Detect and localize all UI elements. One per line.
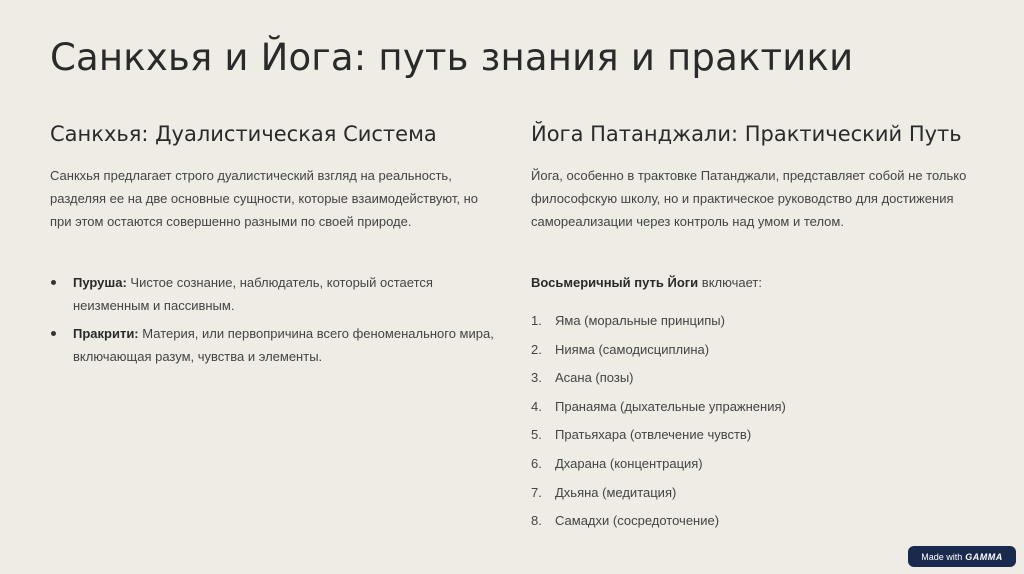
- step-number: 5.: [531, 427, 542, 443]
- yoga-heading: Йога Патанджали: Практический Путь: [531, 122, 962, 146]
- samkhya-heading: Санкхья: Дуалистическая Система: [50, 122, 437, 146]
- step-number: 8.: [531, 513, 542, 529]
- step-number: 7.: [531, 484, 542, 500]
- step-text: Самадхи (сосредоточение): [555, 513, 720, 529]
- step-text: Дхьяна (медитация): [555, 484, 677, 500]
- bullet-text: Материя, или первопричина всего феноменального мира, включающая разум, чувства и элементы.: [73, 326, 494, 364]
- samkhya-section: [50, 118, 500, 364]
- list-item: [50, 271, 500, 317]
- step-text: Пранаяма (дыхательные упражнения): [555, 398, 786, 414]
- yoga-paragraph: Йога, особенно в трактовке Патанджали, представляет собой не только философскую школу, но и практическое руководство для достижения самореализации через контроль над умом и телом.: [531, 168, 967, 229]
- samkhya-paragraph: Санкхья предлагает строго дуалистический взгляд на реальность, разделяя ее на две основные сущности, которые взаимодействуют, но при этом остаются совершенно разными по своей природе.: [50, 168, 478, 229]
- list-item: [531, 307, 786, 336]
- step-number: 4.: [531, 398, 542, 414]
- bullet-term: Пракрити:: [73, 326, 139, 341]
- bullet-icon: [51, 331, 56, 336]
- bullet-text: Чистое сознание, наблюдатель, который остается неизменным и пассивным.: [73, 275, 433, 313]
- step-number: 1.: [531, 313, 542, 328]
- eightfold-intro-rest: включает:: [698, 275, 762, 290]
- list-item: [531, 421, 786, 450]
- page-title: Санкхья и Йога: путь знания и практики: [50, 36, 854, 79]
- bullet-icon: [51, 280, 56, 285]
- step-text: Асана (позы): [555, 370, 634, 386]
- samkhya-bullet-list: [50, 271, 500, 373]
- step-number: 6.: [531, 455, 542, 471]
- yoga-section: [531, 118, 981, 529]
- list-item: [531, 450, 786, 479]
- eightfold-steps-list: [531, 307, 786, 536]
- eightfold-intro-bold: Восьмеричный путь Йоги: [531, 275, 699, 290]
- bullet-term: Пуруша:: [73, 275, 127, 290]
- step-number: 2.: [531, 341, 542, 357]
- list-item: [531, 479, 786, 508]
- step-text: Нияма (самодисциплина): [555, 341, 710, 357]
- list-item: [531, 336, 786, 365]
- step-number: 3.: [531, 370, 542, 386]
- list-item: [50, 322, 500, 368]
- eightfold-intro: [531, 271, 762, 294]
- step-text: Яма (моральные принципы): [555, 313, 725, 328]
- made-with-gamma-badge[interactable]: [908, 546, 1016, 567]
- list-item: [531, 393, 786, 422]
- badge-prefix: Made with: [921, 551, 963, 562]
- gamma-logo: GAMMA: [965, 551, 1003, 562]
- list-item: [531, 507, 786, 536]
- list-item: [531, 364, 786, 393]
- step-text: Пратьяхара (отвлечение чувств): [555, 427, 752, 443]
- step-text: Дхарана (концентрация): [555, 455, 703, 471]
